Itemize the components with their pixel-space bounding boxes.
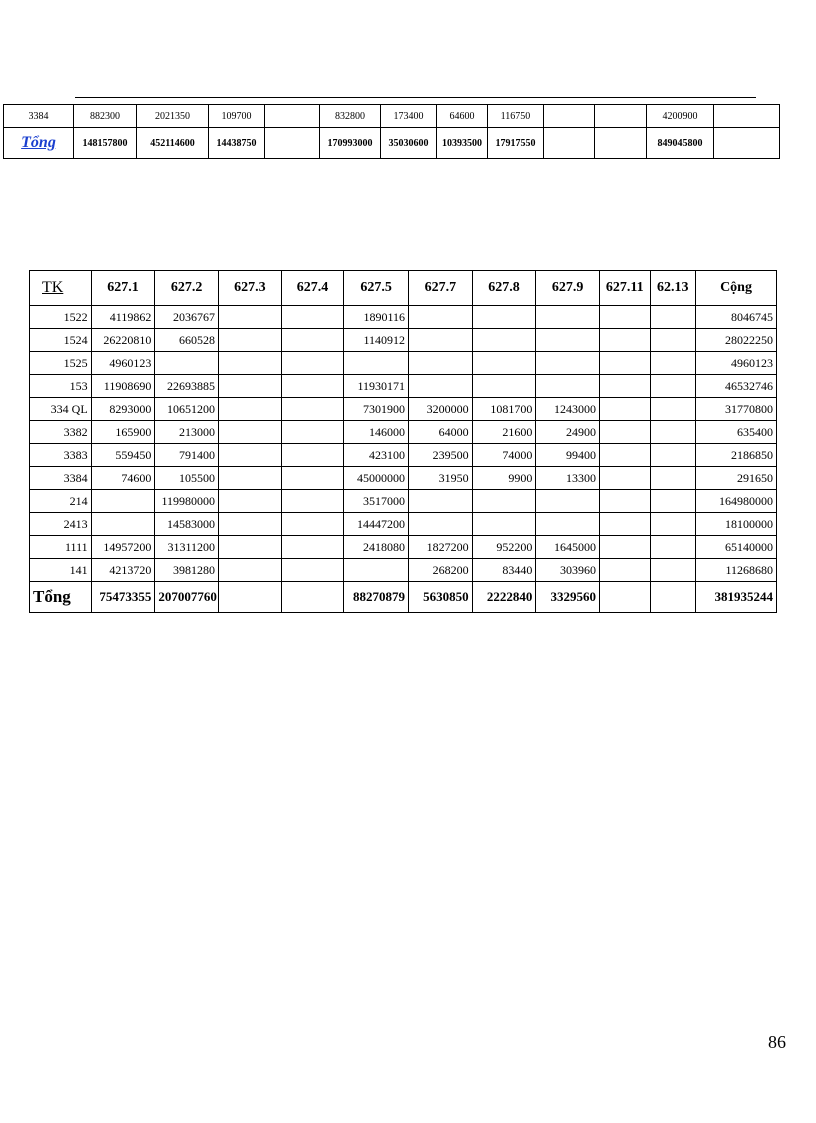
table-cell bbox=[472, 352, 536, 375]
table-cell: 83440 bbox=[472, 559, 536, 582]
header-rule bbox=[75, 97, 756, 98]
table-cell bbox=[650, 329, 695, 352]
table-cell bbox=[650, 352, 695, 375]
table-cell bbox=[219, 444, 282, 467]
table-cell: 1827200 bbox=[409, 536, 473, 559]
table-cell: 31311200 bbox=[155, 536, 219, 559]
table-cell: 303960 bbox=[536, 559, 600, 582]
table-cell: 1524 bbox=[30, 329, 92, 352]
table-cell: 74600 bbox=[91, 467, 155, 490]
table-cell: 4960123 bbox=[696, 352, 777, 375]
table-cell bbox=[281, 375, 344, 398]
table-cell bbox=[472, 490, 536, 513]
table-cell: 3200000 bbox=[409, 398, 473, 421]
table-cell: 423100 bbox=[344, 444, 409, 467]
table-cell: 4119862 bbox=[91, 306, 155, 329]
table-cell bbox=[219, 559, 282, 582]
table-cell bbox=[650, 513, 695, 536]
table-cell: 35030600 bbox=[381, 128, 437, 159]
total-cell: 2222840 bbox=[472, 582, 536, 613]
column-header: 627.8 bbox=[472, 271, 536, 306]
table-cell: 173400 bbox=[381, 105, 437, 128]
table-cell bbox=[650, 536, 695, 559]
table-cell: 8293000 bbox=[91, 398, 155, 421]
column-header: 627.4 bbox=[281, 271, 344, 306]
table-cell bbox=[650, 444, 695, 467]
table-cell: 21600 bbox=[472, 421, 536, 444]
table-cell bbox=[536, 375, 600, 398]
table-cell bbox=[409, 352, 473, 375]
table-cell: 291650 bbox=[696, 467, 777, 490]
table-cell: 268200 bbox=[409, 559, 473, 582]
total-cell: 5630850 bbox=[409, 582, 473, 613]
table-cell bbox=[472, 375, 536, 398]
table-cell bbox=[600, 444, 651, 467]
table-row bbox=[30, 421, 777, 444]
table-cell bbox=[409, 306, 473, 329]
table-cell bbox=[219, 490, 282, 513]
table-cell bbox=[536, 329, 600, 352]
column-header: 627.1 bbox=[91, 271, 155, 306]
table-cell: 28022250 bbox=[696, 329, 777, 352]
table-row bbox=[30, 490, 777, 513]
table-cell bbox=[155, 352, 219, 375]
table-cell: 452114600 bbox=[137, 128, 209, 159]
table-cell bbox=[219, 306, 282, 329]
table-cell: 4960123 bbox=[91, 352, 155, 375]
table-cell bbox=[281, 398, 344, 421]
table-cell bbox=[650, 306, 695, 329]
table-cell bbox=[281, 329, 344, 352]
table-cell: 18100000 bbox=[696, 513, 777, 536]
table-cell bbox=[650, 467, 695, 490]
table-cell bbox=[281, 421, 344, 444]
table-cell: 8046745 bbox=[696, 306, 777, 329]
table-cell: 105500 bbox=[155, 467, 219, 490]
table-cell bbox=[600, 536, 651, 559]
table-cell: 3383 bbox=[30, 444, 92, 467]
table-cell: 14447200 bbox=[344, 513, 409, 536]
total-cell: 381935244 bbox=[696, 582, 777, 613]
table-cell: 14438750 bbox=[209, 128, 265, 159]
table-cell bbox=[281, 559, 344, 582]
table-cell: 660528 bbox=[155, 329, 219, 352]
table-cell bbox=[650, 490, 695, 513]
table-cell: 832800 bbox=[320, 105, 381, 128]
table-cell bbox=[600, 513, 651, 536]
table-cell: 1645000 bbox=[536, 536, 600, 559]
total-row bbox=[30, 582, 777, 613]
table-cell bbox=[544, 105, 595, 128]
table-cell: 3517000 bbox=[344, 490, 409, 513]
table-cell: 13300 bbox=[536, 467, 600, 490]
table-cell bbox=[281, 352, 344, 375]
table-cell: 559450 bbox=[91, 444, 155, 467]
table-cell: 10393500 bbox=[437, 128, 488, 159]
table-cell: 45000000 bbox=[344, 467, 409, 490]
table-cell: 3384 bbox=[4, 105, 74, 128]
total-cell bbox=[219, 582, 282, 613]
total-cell bbox=[650, 582, 695, 613]
table-cell bbox=[536, 306, 600, 329]
table-cell: 3384 bbox=[30, 467, 92, 490]
table-cell bbox=[281, 306, 344, 329]
table-cell: 635400 bbox=[696, 421, 777, 444]
column-header: 627.3 bbox=[219, 271, 282, 306]
table-cell: 65140000 bbox=[696, 536, 777, 559]
table-cell: 2418080 bbox=[344, 536, 409, 559]
table-row bbox=[30, 444, 777, 467]
total-cell: 88270879 bbox=[344, 582, 409, 613]
column-header: 627.11 bbox=[600, 271, 651, 306]
table-cell bbox=[600, 421, 651, 444]
table-cell bbox=[536, 490, 600, 513]
table-cell: 11908690 bbox=[91, 375, 155, 398]
table-cell bbox=[600, 398, 651, 421]
main-table bbox=[29, 270, 777, 613]
total-cell: 75473355 bbox=[91, 582, 155, 613]
table-cell: 141 bbox=[30, 559, 92, 582]
table-cell bbox=[600, 375, 651, 398]
table-cell: 1111 bbox=[30, 536, 92, 559]
table-cell bbox=[281, 467, 344, 490]
table-cell: 153 bbox=[30, 375, 92, 398]
table-row bbox=[30, 559, 777, 582]
total-cell: 3329560 bbox=[536, 582, 600, 613]
table-cell: 64600 bbox=[437, 105, 488, 128]
table-cell bbox=[219, 398, 282, 421]
table-cell: 1140912 bbox=[344, 329, 409, 352]
table-cell bbox=[600, 306, 651, 329]
table-row bbox=[30, 329, 777, 352]
table-cell bbox=[714, 128, 780, 159]
table-cell: 952200 bbox=[472, 536, 536, 559]
total-cell: 207007760 bbox=[155, 582, 219, 613]
table-cell: 9900 bbox=[472, 467, 536, 490]
table-cell: 3382 bbox=[30, 421, 92, 444]
table-cell bbox=[544, 128, 595, 159]
table-cell bbox=[536, 513, 600, 536]
table-cell bbox=[265, 105, 320, 128]
table-cell bbox=[219, 536, 282, 559]
table-cell: 31770800 bbox=[696, 398, 777, 421]
table-cell bbox=[536, 352, 600, 375]
table-cell: 14583000 bbox=[155, 513, 219, 536]
table-cell bbox=[281, 490, 344, 513]
table-row bbox=[30, 306, 777, 329]
total-cell bbox=[600, 582, 651, 613]
page-number: 86 bbox=[768, 1032, 786, 1052]
table-cell: 1081700 bbox=[472, 398, 536, 421]
table-cell: 119980000 bbox=[155, 490, 219, 513]
table-cell bbox=[281, 513, 344, 536]
table-cell bbox=[219, 467, 282, 490]
table-cell: 26220810 bbox=[91, 329, 155, 352]
top-table bbox=[3, 104, 780, 159]
table-cell: 882300 bbox=[74, 105, 137, 128]
column-header: 627.7 bbox=[409, 271, 473, 306]
tong-link[interactable]: Tổng bbox=[21, 134, 56, 151]
table-cell bbox=[281, 444, 344, 467]
total-cell bbox=[281, 582, 344, 613]
table-cell: 4213720 bbox=[91, 559, 155, 582]
table-cell: 11930171 bbox=[344, 375, 409, 398]
table-cell bbox=[219, 513, 282, 536]
table-cell: 849045800 bbox=[647, 128, 714, 159]
column-header: Cộng bbox=[696, 271, 777, 306]
table-cell: 2186850 bbox=[696, 444, 777, 467]
table-cell: 7301900 bbox=[344, 398, 409, 421]
table-cell bbox=[595, 105, 647, 128]
table-row bbox=[30, 398, 777, 421]
table-row bbox=[30, 352, 777, 375]
table-cell: 109700 bbox=[209, 105, 265, 128]
table-cell bbox=[472, 513, 536, 536]
table-row bbox=[30, 513, 777, 536]
table-cell: 99400 bbox=[536, 444, 600, 467]
table-cell bbox=[219, 329, 282, 352]
table-cell: 2036767 bbox=[155, 306, 219, 329]
table-row bbox=[30, 467, 777, 490]
table-cell: 17917550 bbox=[488, 128, 544, 159]
table-cell: 11268680 bbox=[696, 559, 777, 582]
table-cell: 213000 bbox=[155, 421, 219, 444]
total-cell: Tổng bbox=[30, 582, 92, 613]
table-cell bbox=[281, 536, 344, 559]
table-cell: 148157800 bbox=[74, 128, 137, 159]
table-cell bbox=[91, 513, 155, 536]
table-cell bbox=[409, 375, 473, 398]
table-row bbox=[4, 105, 780, 128]
table-cell bbox=[91, 490, 155, 513]
table-cell bbox=[409, 513, 473, 536]
table-cell bbox=[600, 467, 651, 490]
table-cell: 170993000 bbox=[320, 128, 381, 159]
table-cell: 164980000 bbox=[696, 490, 777, 513]
table-cell bbox=[219, 421, 282, 444]
table-cell: 74000 bbox=[472, 444, 536, 467]
table-cell: 2021350 bbox=[137, 105, 209, 128]
table-cell: 46532746 bbox=[696, 375, 777, 398]
table-cell: 10651200 bbox=[155, 398, 219, 421]
table-cell bbox=[650, 559, 695, 582]
table-cell bbox=[4, 128, 74, 159]
table-cell: 165900 bbox=[91, 421, 155, 444]
table-cell bbox=[714, 105, 780, 128]
table-header-row bbox=[30, 271, 777, 306]
table-cell: 214 bbox=[30, 490, 92, 513]
table-cell: 116750 bbox=[488, 105, 544, 128]
table-cell bbox=[600, 490, 651, 513]
table-cell bbox=[600, 559, 651, 582]
column-header: TK bbox=[30, 271, 92, 306]
table-cell: 791400 bbox=[155, 444, 219, 467]
table-cell: 24900 bbox=[536, 421, 600, 444]
table-row bbox=[30, 375, 777, 398]
column-header: 62.13 bbox=[650, 271, 695, 306]
table-cell bbox=[595, 128, 647, 159]
table-cell bbox=[409, 490, 473, 513]
table-cell bbox=[219, 352, 282, 375]
table-cell bbox=[650, 375, 695, 398]
column-header: 627.5 bbox=[344, 271, 409, 306]
table-cell: 1525 bbox=[30, 352, 92, 375]
table-cell: 3981280 bbox=[155, 559, 219, 582]
table-cell: 22693885 bbox=[155, 375, 219, 398]
table-cell bbox=[472, 329, 536, 352]
table-cell bbox=[344, 559, 409, 582]
table-cell: 4200900 bbox=[647, 105, 714, 128]
table-cell bbox=[344, 352, 409, 375]
table-cell bbox=[409, 329, 473, 352]
column-header: 627.2 bbox=[155, 271, 219, 306]
column-header: 627.9 bbox=[536, 271, 600, 306]
table-cell: 64000 bbox=[409, 421, 473, 444]
table-cell: 2413 bbox=[30, 513, 92, 536]
table-cell: 1522 bbox=[30, 306, 92, 329]
table-cell: 239500 bbox=[409, 444, 473, 467]
table-cell bbox=[650, 398, 695, 421]
table-cell bbox=[650, 421, 695, 444]
table-cell: 1243000 bbox=[536, 398, 600, 421]
table-cell bbox=[600, 329, 651, 352]
table-cell: 31950 bbox=[409, 467, 473, 490]
table-cell: 334 QL bbox=[30, 398, 92, 421]
table-cell bbox=[600, 352, 651, 375]
table-cell bbox=[472, 306, 536, 329]
table-cell: 1890116 bbox=[344, 306, 409, 329]
table-cell bbox=[265, 128, 320, 159]
table-cell: 14957200 bbox=[91, 536, 155, 559]
table-row bbox=[30, 536, 777, 559]
table-cell: 146000 bbox=[344, 421, 409, 444]
table-row bbox=[4, 128, 780, 159]
table-cell bbox=[219, 375, 282, 398]
